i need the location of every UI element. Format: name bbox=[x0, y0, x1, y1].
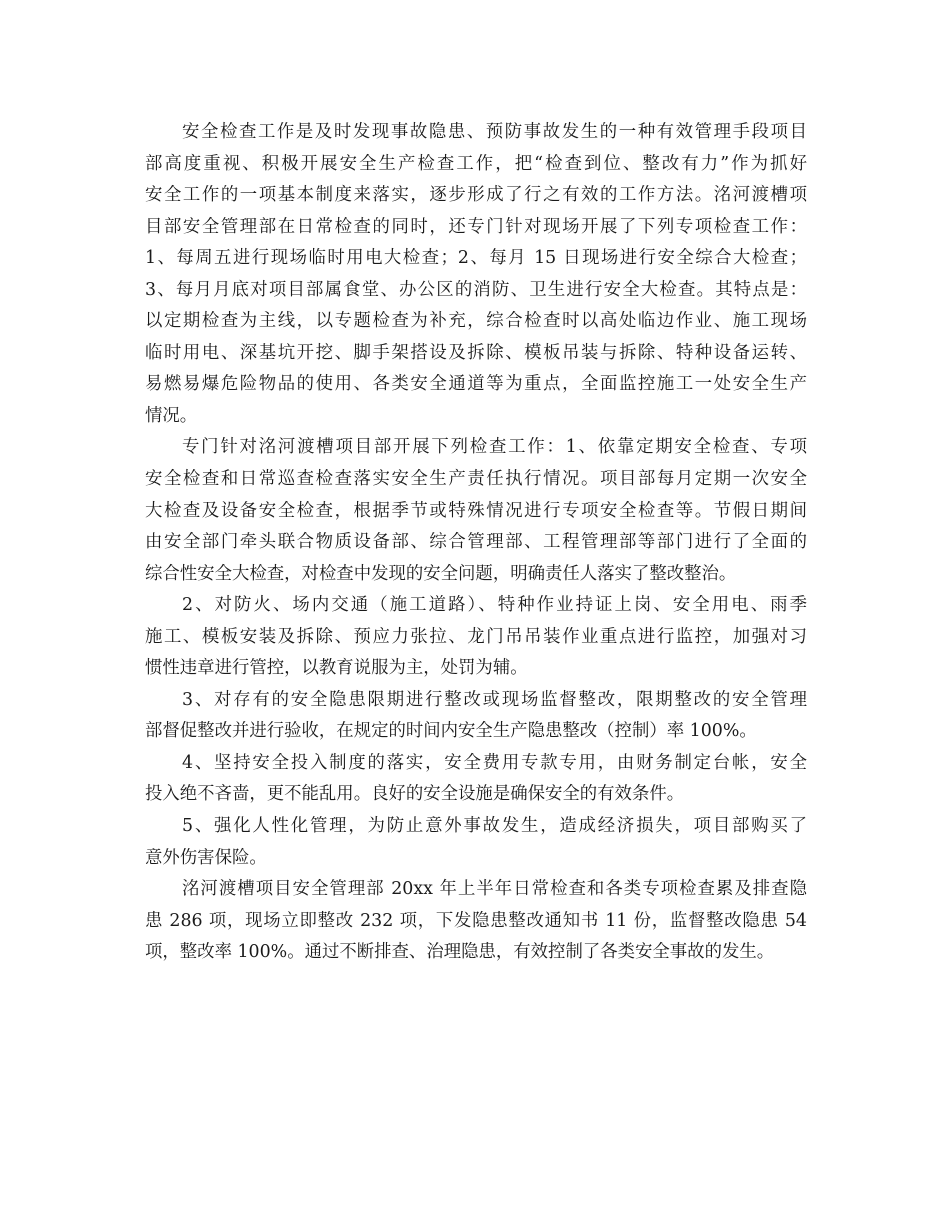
paragraph-2-line-5: 综合性安全大检查，对检查中发现的安全问题，明确责任人落实了整改整治。 bbox=[145, 563, 737, 584]
paragraph-3-line-3: 惯性违章进行管控，以教育说服为主，处罚为辅。 bbox=[145, 658, 528, 679]
paragraph-1-line-5: 1、每周五进行现场临时用电大检查；2、每月 15 日现场进行安全综合大检查； bbox=[145, 248, 807, 269]
paragraph-1-line-10: 情况。 bbox=[145, 405, 198, 426]
paragraph-6-line-2: 意外伤害保险。 bbox=[145, 847, 267, 868]
paragraph-7-line-2: 患 286 项，现场立即整改 232 项，下发隐患整改通知书 11 份，监督整改隐患 54 bbox=[145, 910, 807, 931]
paragraph-1-line-3: 安全工作的一项基本制度来落实，逐步形成了行之有效的工作方法。洺河渡槽项 bbox=[145, 185, 807, 206]
paragraph-2-line-1: 专门针对洺河渡槽项目部开展下列检查工作：1、依靠定期安全检查、专项 bbox=[182, 437, 807, 458]
paragraph-1-line-2: 部高度重视、积极开展安全生产检查工作，把“检查到位、整改有力”作为抓好 bbox=[145, 153, 807, 174]
paragraph-3-line-1: 2、对防火、场内交通（施工道路）、特种作业持证上岗、安全用电、雨季 bbox=[182, 595, 807, 616]
paragraph-1-line-7: 以定期检查为主线，以专题检查为补充，综合检查时以高处临边作业、施工现场 bbox=[145, 311, 807, 332]
paragraph-1-line-8: 临时用电、深基坑开挖、脚手架搭设及拆除、模板吊装与拆除、特种设备运转、 bbox=[145, 342, 807, 363]
paragraph-7-line-1: 洺河渡槽项目安全管理部 20xx 年上半年日常检查和各类专项检查累及排查隐 bbox=[182, 879, 807, 900]
document-body bbox=[145, 117, 807, 969]
paragraph-4-line-1: 3、对存有的安全隐患限期进行整改或现场监督整改，限期整改的安全管理 bbox=[182, 689, 807, 710]
paragraph-1-line-6: 3、每月月底对项目部属食堂、办公区的消防、卫生进行安全大检查。其特点是： bbox=[145, 279, 807, 300]
paragraph-3-line-2: 施工、模板安装及拆除、预应力张拉、龙门吊吊装作业重点进行监控，加强对习 bbox=[145, 626, 807, 647]
paragraph-2-line-2: 安全检查和日常巡查检查落实安全生产责任执行情况。项目部每月定期一次安全 bbox=[145, 469, 807, 490]
paragraph-1-line-1: 安全检查工作是及时发现事故隐患、预防事故发生的一种有效管理手段项目 bbox=[182, 122, 807, 142]
paragraph-2-line-3: 大检查及设备安全检查，根据季节或特殊情况进行专项安全检查等。节假日期间 bbox=[145, 500, 807, 521]
paragraph-5-line-1: 4、坚持安全投入制度的落实，安全费用专款专用，由财务制定台帐，安全 bbox=[182, 752, 807, 773]
paragraph-1-line-9: 易燃易爆危险物品的使用、各类安全通道等为重点，全面监控施工一处安全生产 bbox=[145, 374, 807, 395]
paragraph-7-line-3: 项，整改率 100%。通过不断排查、治理隐患，有效控制了各类安全事故的发生。 bbox=[145, 942, 775, 963]
paragraph-6-line-1: 5、强化人性化管理，为防止意外事故发生，造成经济损失，项目部购买了 bbox=[182, 816, 807, 837]
paragraph-2-line-4: 由安全部门牵头联合物质设备部、综合管理部、工程管理部等部门进行了全面的 bbox=[145, 532, 807, 553]
paragraph-4-line-2: 部督促整改并进行验收，在规定的时间内安全生产隐患整改（控制）率 100%。 bbox=[145, 721, 757, 742]
paragraph-5-line-2: 投入绝不吝啬，更不能乱用。良好的安全设施是确保安全的有效条件。 bbox=[145, 784, 685, 805]
paragraph-1-line-4: 目部安全管理部在日常检查的同时，还专门针对现场开展了下列专项检查工作： bbox=[145, 216, 807, 237]
